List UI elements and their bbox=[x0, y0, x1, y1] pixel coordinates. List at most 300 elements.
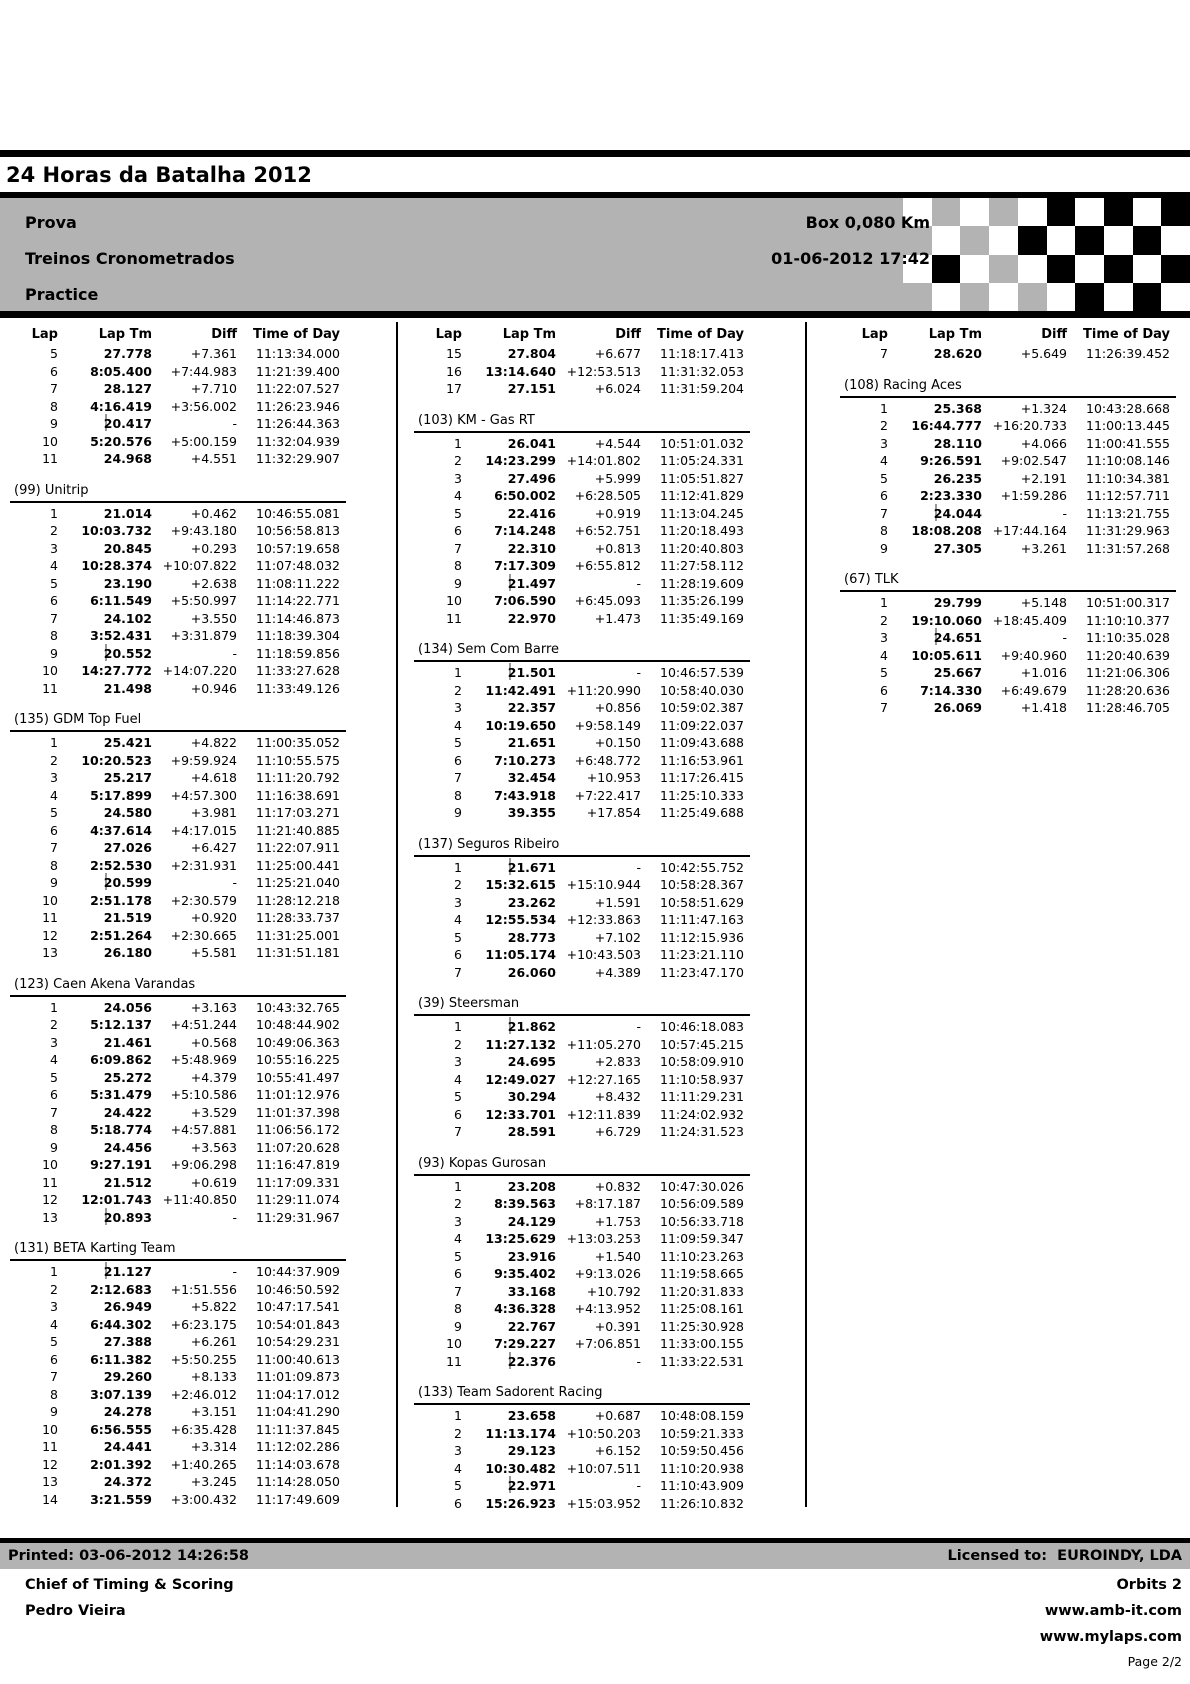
time-of-day bbox=[240, 1333, 346, 1351]
lap-time bbox=[462, 1353, 556, 1371]
lap-row bbox=[414, 1230, 750, 1248]
lap-row bbox=[10, 839, 346, 857]
lap-time-value: 24.695 bbox=[507, 1054, 556, 1069]
time-of-day bbox=[644, 470, 750, 488]
lap-time-value: 21.862 bbox=[507, 1019, 556, 1034]
team-header: (131) BETA Karting Team bbox=[10, 1239, 346, 1261]
lap-diff bbox=[556, 1335, 644, 1353]
lap-number-value: 5 bbox=[454, 929, 462, 945]
lap-diff-value: +0.856 bbox=[594, 700, 641, 715]
lap-diff-value: +17:44.164 bbox=[992, 523, 1067, 538]
lap-diff bbox=[556, 769, 644, 787]
time-of-day-value: 11:10:08.146 bbox=[1086, 453, 1170, 468]
lap-number bbox=[414, 1353, 462, 1371]
lap-number-value: 13 bbox=[42, 1474, 58, 1489]
lap-number-value: 7 bbox=[50, 1369, 58, 1384]
lap-diff bbox=[556, 1460, 644, 1478]
lap-row bbox=[414, 1071, 750, 1089]
lap-time bbox=[888, 400, 982, 418]
lap-number bbox=[414, 964, 462, 982]
lap-diff bbox=[556, 911, 644, 929]
lap-row bbox=[10, 363, 346, 381]
lap-diff-value: +4.618 bbox=[190, 770, 237, 785]
lap-row bbox=[10, 1491, 346, 1509]
lap-time bbox=[462, 787, 556, 805]
lap-diff bbox=[556, 1425, 644, 1443]
time-of-day-value: 11:11:29.231 bbox=[660, 1089, 744, 1104]
time-of-day-value: 11:07:20.628 bbox=[256, 1139, 340, 1155]
lap-number bbox=[414, 1036, 462, 1054]
lap-time-value: 21.501 bbox=[507, 665, 556, 680]
time-of-day-value: 11:33:00.155 bbox=[660, 1336, 744, 1351]
time-of-day-value: 11:20:31.833 bbox=[660, 1283, 744, 1299]
lap-time bbox=[462, 1106, 556, 1124]
lap-diff-value: +3:00.432 bbox=[170, 1491, 237, 1507]
lap-number bbox=[10, 1473, 58, 1491]
lap-row bbox=[414, 1495, 750, 1513]
lap-number bbox=[10, 433, 58, 451]
lap-time bbox=[58, 380, 152, 398]
time-of-day-value: 11:14:46.873 bbox=[256, 610, 340, 626]
checker-cell bbox=[932, 283, 961, 311]
time-of-day bbox=[240, 1034, 346, 1052]
lap-time bbox=[58, 345, 152, 363]
lap-number bbox=[10, 540, 58, 558]
lap-diff bbox=[152, 1491, 240, 1509]
lap-time bbox=[58, 610, 152, 628]
lap-diff-value: +2.191 bbox=[1020, 470, 1067, 486]
checker-cell bbox=[1075, 283, 1104, 311]
lap-diff bbox=[152, 1104, 240, 1122]
meta-session-type: Practice bbox=[25, 285, 99, 304]
lap-number bbox=[10, 1209, 58, 1227]
lap-diff bbox=[152, 610, 240, 628]
lap-number-value: 5 bbox=[454, 505, 462, 521]
time-of-day-value: 10:47:17.541 bbox=[256, 1299, 340, 1314]
lap-diff bbox=[152, 627, 240, 645]
lap-row bbox=[840, 400, 1176, 418]
time-of-day-value: 11:17:03.271 bbox=[256, 805, 340, 820]
lap-diff bbox=[152, 345, 240, 363]
page-number: Page 2/2 bbox=[1127, 1654, 1182, 1669]
lap-number-value: 4 bbox=[50, 1052, 58, 1067]
checker-cell bbox=[932, 255, 961, 283]
lap-time bbox=[888, 612, 982, 630]
lap-row bbox=[414, 1178, 750, 1196]
team-header: (108) Racing Aces bbox=[840, 376, 1176, 398]
lap-row bbox=[10, 380, 346, 398]
lap-row bbox=[840, 594, 1176, 612]
lap-diff-value: +1:59.286 bbox=[1000, 488, 1067, 503]
lap-diff bbox=[556, 1318, 644, 1336]
lap-diff bbox=[152, 540, 240, 558]
time-of-day-value: 11:28:46.705 bbox=[1086, 700, 1170, 715]
lap-row bbox=[414, 1460, 750, 1478]
lap-number-value: 4 bbox=[880, 647, 888, 663]
lap-number-value: 5 bbox=[454, 1478, 462, 1493]
lap-row bbox=[414, 859, 750, 877]
lap-diff-value: +13:03.253 bbox=[566, 1231, 641, 1246]
time-of-day-value: 10:56:09.589 bbox=[660, 1196, 744, 1211]
lap-number-value: 1 bbox=[880, 400, 888, 416]
lap-number-value: 3 bbox=[880, 435, 888, 451]
time-of-day-value: 11:28:19.609 bbox=[660, 575, 744, 591]
lap-time-value: 9:27.191 bbox=[90, 1157, 152, 1172]
lap-diff-value: +4:51.244 bbox=[170, 1017, 237, 1032]
time-of-day bbox=[644, 964, 750, 982]
checker-cell bbox=[932, 226, 961, 254]
lap-diff bbox=[152, 662, 240, 680]
lap-number-value: 3 bbox=[454, 1443, 462, 1458]
lap-time bbox=[58, 1438, 152, 1456]
lap-number bbox=[414, 752, 462, 770]
lap-diff-value: +5:50.255 bbox=[170, 1351, 237, 1367]
lap-diff bbox=[556, 557, 644, 575]
time-of-day-value: 10:57:45.215 bbox=[660, 1036, 744, 1052]
lap-number bbox=[10, 822, 58, 840]
lap-diff bbox=[152, 680, 240, 698]
lap-diff bbox=[152, 645, 240, 663]
checker-cell bbox=[1047, 283, 1076, 311]
time-of-day-value: 11:25:08.161 bbox=[660, 1301, 744, 1316]
lap-diff-value: +9:58.149 bbox=[574, 717, 641, 733]
lap-number bbox=[10, 415, 58, 433]
time-of-day bbox=[240, 1456, 346, 1474]
lap-time-value: 25.368 bbox=[933, 400, 982, 416]
lap-time bbox=[58, 1333, 152, 1351]
lap-time bbox=[58, 927, 152, 945]
lap-number bbox=[414, 859, 462, 877]
lap-time-value: 16:44.777 bbox=[911, 418, 982, 433]
lap-number bbox=[840, 594, 888, 612]
time-of-day bbox=[1070, 417, 1176, 435]
checkered-flag bbox=[903, 198, 1190, 311]
lap-diff bbox=[152, 1298, 240, 1316]
lap-time-value: 5:18.774 bbox=[90, 1122, 152, 1137]
time-of-day bbox=[240, 415, 346, 433]
lap-number-value: 4 bbox=[454, 1231, 462, 1246]
lap-number-value: 2 bbox=[454, 1036, 462, 1052]
lap-number-value: 10 bbox=[42, 433, 58, 449]
lap-time bbox=[462, 1442, 556, 1460]
time-of-day bbox=[644, 1248, 750, 1266]
time-of-day-value: 11:18:59.856 bbox=[256, 645, 340, 661]
lap-number-value: 5 bbox=[50, 805, 58, 820]
lap-number-value: 7 bbox=[50, 1104, 58, 1120]
lap-time bbox=[462, 1265, 556, 1283]
lap-time-value: 21.127 bbox=[103, 1264, 152, 1279]
time-of-day bbox=[240, 345, 346, 363]
lap-time bbox=[58, 1121, 152, 1139]
time-of-day bbox=[644, 894, 750, 912]
lap-time-value: 24.968 bbox=[103, 451, 152, 466]
footer-band bbox=[0, 1543, 1190, 1569]
lap-number bbox=[10, 734, 58, 752]
lap-time bbox=[58, 1156, 152, 1174]
lap-diff bbox=[982, 470, 1070, 488]
lap-time bbox=[462, 380, 556, 398]
lap-number-value: 13 bbox=[42, 945, 58, 960]
lap-row bbox=[414, 1353, 750, 1371]
lap-number-value: 6 bbox=[454, 1495, 462, 1511]
lap-number bbox=[414, 540, 462, 558]
checker-cell bbox=[1075, 255, 1104, 283]
lap-row bbox=[414, 964, 750, 982]
time-of-day bbox=[644, 1230, 750, 1248]
lap-number bbox=[414, 1071, 462, 1089]
checker-cell bbox=[1047, 198, 1076, 226]
lap-diff bbox=[152, 769, 240, 787]
lap-time-value: 22.357 bbox=[507, 700, 556, 715]
time-of-day bbox=[1070, 647, 1176, 665]
lap-diff-value: +10.953 bbox=[586, 770, 641, 785]
lap-time-value: 11:13.174 bbox=[485, 1425, 556, 1441]
lap-number bbox=[840, 417, 888, 435]
column-separator bbox=[396, 322, 398, 1507]
lap-number bbox=[10, 1368, 58, 1386]
lap-diff-value: +4.822 bbox=[190, 735, 237, 750]
lap-time-value: 21.651 bbox=[507, 735, 556, 750]
lap-row bbox=[10, 450, 346, 468]
page-title: 24 Horas da Batalha 2012 bbox=[6, 163, 312, 187]
time-of-day bbox=[644, 380, 750, 398]
lap-time bbox=[58, 892, 152, 910]
time-of-day bbox=[240, 1421, 346, 1439]
lap-number-value: 10 bbox=[446, 1336, 462, 1351]
lap-number-value: 5 bbox=[880, 665, 888, 680]
lap-time bbox=[58, 1263, 152, 1281]
lap-number-value: 3 bbox=[50, 770, 58, 785]
lap-number-value: 5 bbox=[50, 1334, 58, 1349]
time-of-day bbox=[240, 1491, 346, 1509]
time-of-day bbox=[1070, 487, 1176, 505]
lap-diff-value: +4.379 bbox=[190, 1069, 237, 1085]
lap-diff bbox=[152, 944, 240, 962]
lap-time-value: 2:01.392 bbox=[90, 1456, 152, 1472]
meta-track-length: Box 0,080 Km bbox=[805, 213, 930, 232]
checker-cell bbox=[932, 198, 961, 226]
lap-number bbox=[840, 505, 888, 523]
lap-number-value: 11 bbox=[42, 1439, 58, 1454]
time-of-day-value: 11:09:59.347 bbox=[660, 1231, 744, 1246]
team-section bbox=[414, 994, 750, 1141]
lap-number bbox=[10, 345, 58, 363]
lap-number-value: 7 bbox=[880, 505, 888, 521]
lap-diff bbox=[152, 1386, 240, 1404]
lap-diff bbox=[556, 1036, 644, 1054]
lap-row bbox=[10, 433, 346, 451]
time-of-day-value: 11:16:53.961 bbox=[660, 752, 744, 768]
lap-time bbox=[462, 1036, 556, 1054]
lap-diff bbox=[982, 400, 1070, 418]
lap-number bbox=[414, 734, 462, 752]
checker-cell bbox=[1018, 226, 1047, 254]
time-of-day-value: 11:26:10.832 bbox=[660, 1495, 744, 1511]
lap-row bbox=[10, 1209, 346, 1227]
lap-diff bbox=[152, 804, 240, 822]
lap-diff bbox=[152, 1174, 240, 1192]
lap-time bbox=[888, 629, 982, 647]
lap-time-value: 21.461 bbox=[103, 1034, 152, 1050]
lap-time bbox=[58, 450, 152, 468]
lap-time bbox=[462, 1407, 556, 1425]
time-of-day bbox=[1070, 540, 1176, 558]
lap-diff-value: +11:40.850 bbox=[162, 1192, 237, 1207]
lap-time bbox=[58, 839, 152, 857]
lap-number bbox=[840, 682, 888, 700]
lap-diff-value: +4.066 bbox=[1020, 435, 1067, 451]
time-of-day-value: 11:25:49.688 bbox=[660, 805, 744, 820]
lap-row bbox=[414, 435, 750, 453]
lap-diff bbox=[152, 1316, 240, 1334]
time-of-day-value: 10:58:51.629 bbox=[660, 894, 744, 910]
lap-number bbox=[10, 1316, 58, 1334]
checker-cell bbox=[989, 255, 1018, 283]
lap-row bbox=[10, 1403, 346, 1421]
lap-number bbox=[414, 1265, 462, 1283]
lap-time-value: 20.845 bbox=[103, 540, 152, 556]
time-of-day bbox=[1070, 664, 1176, 682]
lap-number-value: 8 bbox=[50, 857, 58, 873]
checker-cell bbox=[960, 255, 989, 283]
lap-number-value: 17 bbox=[446, 381, 462, 396]
checker-cell bbox=[1161, 198, 1190, 226]
lap-row bbox=[840, 699, 1176, 717]
time-of-day bbox=[644, 557, 750, 575]
lap-time-value: 39.355 bbox=[507, 805, 556, 820]
lap-row bbox=[414, 1088, 750, 1106]
lap-diff-value: +4:13.952 bbox=[574, 1301, 641, 1316]
lap-time bbox=[462, 1477, 556, 1495]
lap-row bbox=[10, 1174, 346, 1192]
lap-row bbox=[10, 1016, 346, 1034]
team-header: (67) TLK bbox=[840, 570, 1176, 592]
lap-diff-value: +3:56.002 bbox=[170, 398, 237, 414]
lap-number-value: 6 bbox=[880, 682, 888, 698]
lap-time-value: 28.591 bbox=[507, 1124, 556, 1139]
lap-number bbox=[414, 1178, 462, 1196]
column-header: Diff bbox=[211, 326, 237, 342]
time-of-day bbox=[240, 1403, 346, 1421]
lap-time-value: 28.127 bbox=[103, 381, 152, 396]
lap-number-value: 3 bbox=[454, 1213, 462, 1229]
lap-number-value: 4 bbox=[50, 558, 58, 573]
time-of-day bbox=[240, 1191, 346, 1209]
lap-diff bbox=[152, 575, 240, 593]
lap-time-value: 23.916 bbox=[507, 1248, 556, 1264]
lap-time-value: 6:11.549 bbox=[90, 593, 152, 608]
lap-time bbox=[462, 1248, 556, 1266]
time-of-day bbox=[644, 699, 750, 717]
lap-number bbox=[10, 1281, 58, 1299]
lap-time-value: 12:33.701 bbox=[485, 1106, 556, 1122]
lap-diff-value: +2:31.931 bbox=[170, 857, 237, 873]
lap-diff bbox=[982, 345, 1070, 363]
time-of-day-value: 11:00:41.555 bbox=[1086, 435, 1170, 451]
lap-number bbox=[414, 1407, 462, 1425]
time-of-day-value: 11:10:34.381 bbox=[1086, 470, 1170, 486]
lap-diff-value: +5:10.586 bbox=[170, 1087, 237, 1102]
lap-time bbox=[462, 1230, 556, 1248]
lap-diff-value: +6:23.175 bbox=[170, 1316, 237, 1332]
lap-row bbox=[414, 380, 750, 398]
license-info: Licensed to: EUROINDY, LDA bbox=[947, 1548, 1182, 1564]
lap-diff-value: +14:07.220 bbox=[162, 663, 237, 678]
time-of-day bbox=[240, 1156, 346, 1174]
checker-cell bbox=[1161, 226, 1190, 254]
lap-number-value: 6 bbox=[880, 488, 888, 503]
lap-time bbox=[58, 909, 152, 927]
lap-row bbox=[10, 575, 346, 593]
time-of-day-value: 10:51:01.032 bbox=[660, 435, 744, 451]
time-of-day bbox=[1070, 505, 1176, 523]
lap-number bbox=[10, 380, 58, 398]
lap-number bbox=[840, 540, 888, 558]
lap-time-value: 6:56.555 bbox=[90, 1421, 152, 1437]
lap-number bbox=[414, 1213, 462, 1231]
lap-row bbox=[10, 1156, 346, 1174]
lap-number bbox=[840, 487, 888, 505]
time-of-day bbox=[240, 540, 346, 558]
lap-diff bbox=[556, 787, 644, 805]
lap-time-value: 20.552 bbox=[103, 645, 152, 661]
lap-diff-value: +1.753 bbox=[594, 1213, 641, 1229]
lap-number bbox=[10, 575, 58, 593]
lap-time-value: 3:07.139 bbox=[90, 1386, 152, 1402]
time-of-day-value: 10:55:16.225 bbox=[256, 1052, 340, 1067]
time-of-day bbox=[240, 433, 346, 451]
column-header: Lap bbox=[861, 326, 888, 342]
time-of-day-value: 10:58:40.030 bbox=[660, 682, 744, 698]
lap-diff-value: +0.919 bbox=[594, 505, 641, 521]
lap-time bbox=[58, 1034, 152, 1052]
lap-time bbox=[462, 557, 556, 575]
lap-time-value: 28.110 bbox=[933, 435, 982, 451]
lap-number bbox=[414, 505, 462, 523]
lap-row bbox=[414, 1407, 750, 1425]
lap-time bbox=[462, 487, 556, 505]
lap-time-value: 4:36.328 bbox=[494, 1301, 556, 1316]
lap-time-value: 4:16.419 bbox=[90, 398, 152, 414]
time-of-day-value: 10:43:28.668 bbox=[1086, 400, 1170, 416]
lap-diff-value: +3.314 bbox=[190, 1439, 237, 1454]
lap-row bbox=[10, 540, 346, 558]
lap-number bbox=[414, 1123, 462, 1141]
lap-row bbox=[10, 1456, 346, 1474]
footer-url-mylaps: www.mylaps.com bbox=[1039, 1629, 1182, 1645]
lap-time bbox=[58, 505, 152, 523]
lap-time-value: 25.272 bbox=[103, 1069, 152, 1085]
lap-diff bbox=[556, 1230, 644, 1248]
lap-time-value: 7:06.590 bbox=[494, 593, 556, 608]
lap-number-value: 6 bbox=[50, 363, 58, 379]
lap-diff bbox=[556, 435, 644, 453]
lap-time bbox=[58, 1051, 152, 1069]
time-of-day bbox=[644, 787, 750, 805]
lap-time bbox=[58, 822, 152, 840]
time-of-day bbox=[644, 363, 750, 381]
time-of-day bbox=[1070, 629, 1176, 647]
lap-row bbox=[10, 927, 346, 945]
time-of-day-value: 11:11:20.792 bbox=[256, 770, 340, 785]
time-of-day-value: 11:20:40.803 bbox=[660, 540, 744, 556]
lap-number bbox=[10, 1263, 58, 1281]
lap-time bbox=[58, 944, 152, 962]
lap-row bbox=[840, 612, 1176, 630]
column-header: Diff bbox=[1041, 326, 1067, 342]
lap-diff-value: - bbox=[232, 645, 237, 661]
lap-time bbox=[58, 1016, 152, 1034]
